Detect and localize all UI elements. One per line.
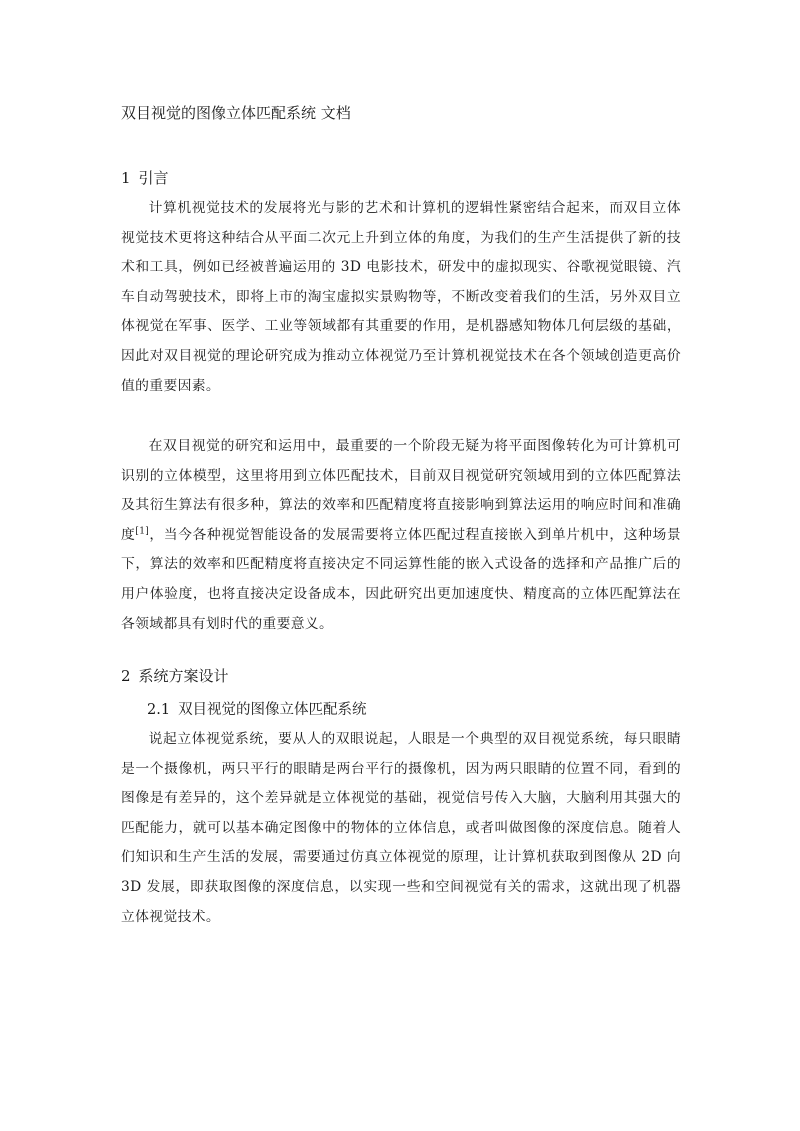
paragraph-text: 在双目视觉的研究和运用中，最重要的一个阶段无疑为将平面图像转化为可计算机可识别的立体模型，这里将用到立体匹配技术，目前双目视觉研究领域用到的立体匹配算法及其衍生算法有很多种，算法的效率和匹配精度将直接影响到算法运用的响应时间和准确度 [121,438,681,543]
section-heading-system-design [121,664,229,688]
section-title: 系统方案设计 [138,667,229,685]
paragraph-text: ，当今各种视觉智能设备的发展需要将立体匹配过程直接嵌入到单片机中，这种场景下，算法的效率和匹配精度将直接决定不同运算性能的嵌入式设备的选择和产品推广后的用户体验度，也将直接决定设备成本，因此研究出更加速度快、精度高的立体匹配算法在各领域都具有划时代的重要意义。 [121,526,681,632]
section-number: 1 [121,169,131,187]
intro-paragraph-1: 计算机视觉技术的发展将光与影的艺术和计算机的逻辑性紧密结合起来，而双目立体视觉技术更将这种结合从平面二次元上升到立体的角度，为我们的生产生活提供了新的技术和工具，例如已经被普遍运用的 3D 电影技术，研发中的虚拟现实、谷歌视觉眼镜、汽车自动驾驶技术，即将上市的淘宝虚拟实景购物等，不断改变着我们的生活，另外双目立体视觉在军事、医学、工业等领域都有其重要的作用，是机器感知物体几何层级的基础，因此对双目视觉的理论研究成为推动立体视觉乃至计算机视觉技术在各个领域创造更高价值的重要因素。 [121,200,681,394]
subsection-heading-stereo-matching-system [147,698,367,722]
subsection-number: 2.1 [147,702,171,718]
citation-reference[interactable]: [1] [135,526,150,537]
subsection-title: 双目视觉的图像立体匹配系统 [178,702,367,718]
section-number: 2 [121,667,131,685]
section-title: 引言 [138,169,169,187]
section-heading-introduction [121,166,169,190]
document-title: 双目视觉的图像立体匹配系统 文档 [121,104,351,122]
system-paragraph-1: 说起立体视觉系统，要从人的双眼说起，人眼是一个典型的双目视觉系统，每只眼睛是一个摄像机，两只平行的眼睛是两台平行的摄像机，因为两只眼睛的位置不同，看到的图像是有差异的，这个差异就是立体视觉的基础，视觉信号传入大脑，大脑利用其强大的匹配能力，就可以基本确定图像中的物体的立体信息，或者叫做图像的深度信息。随着人们知识和生产生活的发展，需要通过仿真立体视觉的原理，让计算机获取到图像从 2D 向 3D 发展，即获取图像的深度信息，以实现一些和空间视觉有关的需求，这就出现了机器立体视觉技术。 [121,731,681,925]
intro-paragraph-2 [121,432,681,639]
